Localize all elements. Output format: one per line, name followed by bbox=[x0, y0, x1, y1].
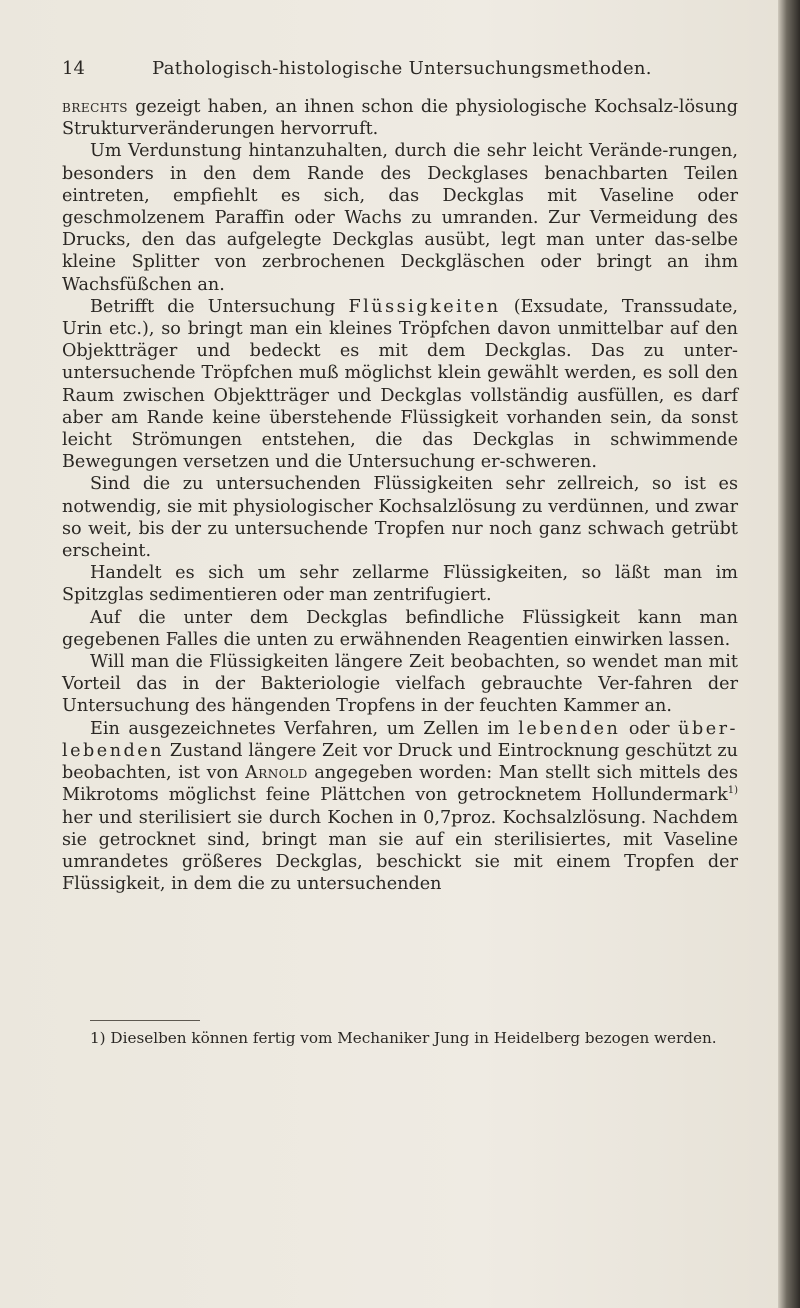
paragraph bbox=[62, 296, 738, 474]
text-segment: Um Verdunstung hintanzuhalten, durch die sehr leicht Verände-rungen, besonders in den dem Rande des Deckglases benachbarten Teilen eintreten, empfiehlt es sich, das Deckglas mit Vaseline oder geschmolzenem Paraffin oder Wachs zu umranden. Zur Vermeidung des Drucks, den das aufgelegte Deckglas ausübt, legt man unter das-selbe kleine Splitter von zerbrochenen Deckgläschen oder bringt an ihm Wachsfüßchen an. bbox=[62, 141, 738, 295]
paragraph bbox=[62, 651, 738, 718]
paragraph bbox=[62, 96, 738, 140]
page-header bbox=[62, 58, 742, 86]
text-segment: Flüssigkeiten bbox=[348, 296, 501, 317]
text-segment: Ein ausgezeichnetes Verfahren, um Zellen im bbox=[90, 718, 519, 739]
text-segment: gezeigt haben, an ihnen schon die physiologische Kochsalz-lösung Strukturveränderungen hervorruft. bbox=[62, 97, 738, 140]
page-number: 14 bbox=[62, 58, 85, 79]
footnote-text: 1) Dieselben können fertig vom Mechaniker Jung in Heidelberg bezogen werden. bbox=[90, 1029, 717, 1047]
footnote bbox=[62, 1028, 738, 1048]
text-segment: (Exsudate, Transsudate, Urin etc.), so bringt man ein kleines Tröpfchen davon unmittelbar auf den Objektträger und bedeckt es mit dem Deckglas. Das zu unter-untersuchende Tröpfchen muß möglichst klein gewählt werden, es soll den Raum zwischen Objektträger und Deckglas vollständig ausfüllen, es darf aber am Rande keine überstehende Flüssigkeit vorhanden sein, da sonst leicht Strömungen entstehen, die das Deckglas in schwimmende Bewegungen versetzen und die Untersuchung er-schweren. bbox=[62, 296, 738, 473]
paragraph bbox=[62, 140, 738, 295]
text-segment: Zustand längere Zeit vor Druck und Eintrocknung geschützt zu beobachten, ist von bbox=[62, 740, 738, 784]
book-spine-edge bbox=[778, 0, 800, 1308]
text-segment: lebenden bbox=[518, 718, 621, 739]
paragraph bbox=[62, 718, 738, 896]
text-segment: oder bbox=[620, 718, 679, 739]
text-segment: her und sterilisiert sie durch Kochen in 0,7proz. Kochsalzlösung. Nachdem sie getrocknet sind, bringt man sie auf ein sterilisiertes, mit Vaseline umrandetes größeres Deckglas, beschickt sie mit einem Tropfen der Flüssigkeit, in dem die zu untersuchenden bbox=[62, 807, 738, 895]
text-segment: Sind die zu untersuchenden Flüssigkeiten sehr zellreich, so ist es notwendig, sie mit physiologischer Kochsalzlösung zu verdünnen, und zwar so weit, bis der zu untersuchende Tropfen nur noch ganz schwach getrübt erscheint. bbox=[62, 474, 738, 562]
paragraph bbox=[62, 473, 738, 562]
body-text bbox=[62, 96, 738, 895]
footnote-marker: 1) bbox=[727, 785, 738, 797]
paragraph bbox=[62, 607, 738, 651]
text-segment: über-lebenden bbox=[62, 718, 738, 761]
text-segment: Handelt es sich um sehr zellarme Flüssigkeiten, so läßt man im Spitzglas sedimentieren oder man zentrifugiert. bbox=[62, 563, 738, 606]
paragraph bbox=[62, 562, 738, 606]
text-segment: brechts bbox=[62, 97, 128, 117]
text-segment: Arnold bbox=[245, 763, 308, 784]
text-segment: Betrifft die Untersuchung bbox=[90, 296, 349, 317]
text-segment: Auf die unter dem Deckglas befindliche Flüssigkeit kann man gegebenen Falles die unten zu erwähnenden Reagentien einwirken lassen. bbox=[62, 607, 738, 650]
footnote-divider bbox=[90, 1020, 200, 1021]
text-segment: Will man die Flüssigkeiten längere Zeit beobachten, so wendet man mit Vorteil das in der Bakteriologie vielfach gebrauchte Ver-fahren der Untersuchung des hängenden Tropfens in der feuchten Kammer an. bbox=[62, 652, 738, 717]
running-title: Pathologisch-histologische Untersuchungsmethoden. bbox=[152, 58, 652, 79]
text-segment: angegeben worden: Man stellt sich mittels des Mikrotoms möglichst feine Plättchen von getrocknetem Hollundermark bbox=[62, 763, 738, 806]
